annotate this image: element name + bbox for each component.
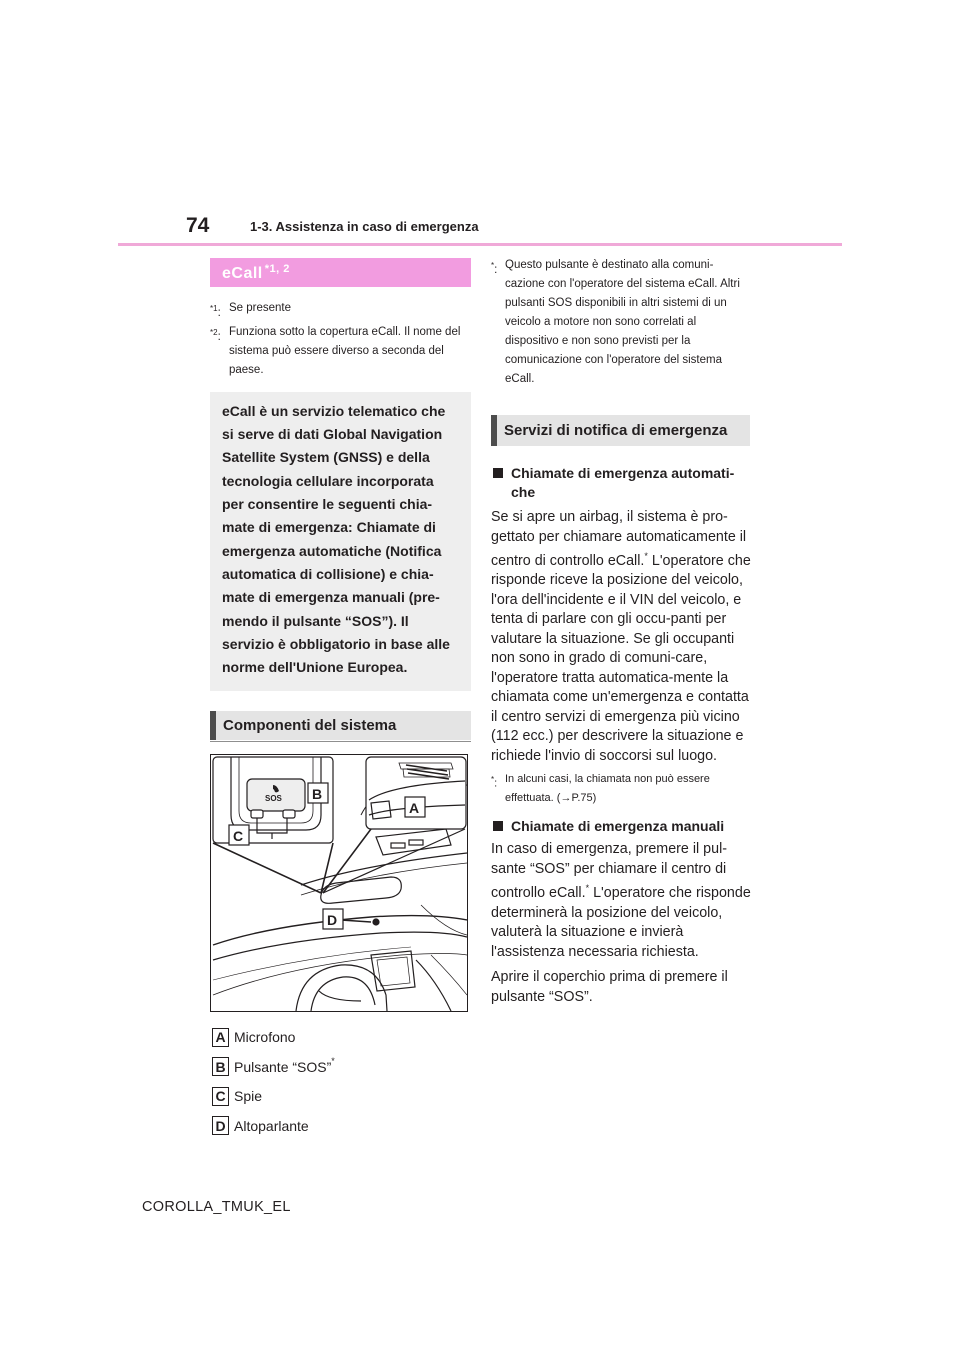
notification-title: [491, 415, 750, 446]
footnote-mark-text: *: [491, 775, 495, 785]
automatic-footnote: [491, 770, 753, 808]
footnote-text: Se presente: [229, 302, 292, 314]
manual-sup: *: [585, 883, 590, 894]
automatic-heading-text: Chiamate di emergenza automati-che: [511, 465, 735, 500]
left-column: [210, 258, 471, 1140]
legend-item: [210, 1022, 471, 1052]
automatic-text-after: L'operatore che risponde riceve la posizione del veicolo, l'ora dell'incidente e il VIN del veicolo, e tenta di parlare con gli occu-panti per valutare la situazione. Se gli occupanti non sono in grado di comuni-care, l'operatore tratta automatica-mente la chiamata come un'emergenza e contatta il centro servizi di emergenza più vicino (112 ecc.) per descrivere la situazione e richiede l'invio di soccorsi sul luogo.: [491, 552, 751, 764]
ecall-title-sup: *1, 2: [264, 263, 290, 275]
sos-footnote: [491, 256, 753, 389]
components-title: [210, 711, 471, 740]
footnote: [210, 323, 471, 380]
sos-footnote-text: Questo pulsante è destinato alla comuni-cazione con l'operatore del sistema eCall. Altri pulsanti SOS disponibili in altri sistemi di un veicolo a motore non sono correlati al dispositivo e non sono previsti per la comunicazione con l'operatore del sistema eCall.: [505, 259, 740, 385]
legend-item: [210, 1111, 471, 1141]
title-bar: [491, 415, 497, 446]
label-d: D: [327, 912, 338, 929]
legend-letter: D: [212, 1116, 229, 1135]
footnote-mark: $^{*1}$:: [210, 304, 221, 319]
label-b: B: [312, 786, 323, 803]
ecall-title-text: eCall: [222, 265, 263, 282]
page-number: 74: [186, 214, 210, 237]
manual-heading: [491, 817, 753, 836]
right-column: [491, 256, 753, 1007]
label-c: C: [233, 828, 244, 845]
components-illustration: [210, 754, 468, 1012]
section-header: 1-3. Assistenza in caso di emergenza: [250, 219, 479, 234]
header-rule: [118, 243, 842, 246]
square-bullet-icon: [493, 821, 503, 831]
footnote-mark: *:: [491, 775, 498, 790]
components-title-text: Componenti del sistema: [223, 717, 397, 735]
manual-heading-text: Chiamate di emergenza manuali: [511, 818, 725, 835]
label-a: A: [409, 800, 420, 817]
legend-text: Altoparlante: [234, 1117, 309, 1134]
footnote-mark: *:: [491, 261, 498, 276]
ecall-footnotes: [210, 299, 471, 380]
ecall-intro-text: eCall è un servizio telematico che si serve di dati Global Navigation Satellite System (GNSS) e della tecnologia cellulare incorporata per consentire le seguenti chia-mate di emergenza: Chiamate di emergenza automatiche (Notifica automatica di collisione) e chia-mate di emergenza manuali (pre-mendo il pulsante “SOS”). Il servizio è obbligatorio in base alle norme dell'Unione Europea.: [222, 402, 450, 676]
automatic-footnote-text: In alcuni casi, la chiamata non può essere effettuata. (→P.75): [505, 773, 710, 805]
notification-title-text: Servizi di notifica di emergenza: [504, 422, 728, 439]
legend-letter: C: [212, 1087, 229, 1106]
legend-letter: A: [212, 1028, 229, 1047]
components-legend: [210, 1022, 471, 1140]
manual-paragraph-2: Aprire il coperchio prima di premere il pulsante “SOS”.: [491, 969, 728, 1005]
manual-text-after: L'operatore che risponde determinerà la posizione del veicolo, valuterà la situazione e invierà l'assistenza necessaria richiesta.: [491, 885, 751, 960]
automatic-text-before: Se si apre un airbag, il sistema è pro-gettato per chiamare automaticamente il centro di controllo eCall.: [491, 509, 747, 569]
legend-letter: B: [212, 1057, 229, 1076]
automatic-sup: *: [644, 551, 648, 561]
footnote-mark: $^{*2}$:: [210, 327, 221, 343]
legend-sup: *: [331, 1055, 335, 1066]
ecall-intro-box: [210, 392, 471, 692]
legend-item: [210, 1052, 471, 1082]
footnote-text: Funziona sotto la copertura eCall. Il nome del sistema può essere diverso a seconda del paese.: [229, 325, 461, 376]
footnote: [210, 299, 471, 323]
legend-item: [210, 1081, 471, 1111]
square-bullet-icon: [493, 468, 503, 478]
legend-text: Microfono: [234, 1029, 296, 1046]
car-interior-drawing: [211, 755, 467, 1011]
manual-paragraph: [491, 840, 753, 962]
footnote-mark-text: *1: [210, 304, 218, 313]
footnote-mark-text: *: [491, 261, 495, 270]
automatic-heading: [491, 464, 753, 502]
legend-text: Pulsante “SOS”: [234, 1058, 332, 1075]
automatic-paragraph: [491, 508, 753, 766]
footnote-mark-text: *2: [210, 327, 218, 337]
title-bar: [210, 711, 216, 740]
legend-text: Spie: [234, 1088, 263, 1105]
ecall-title: [210, 258, 471, 287]
footer-code: COROLLA_TMUK_EL: [142, 1199, 291, 1215]
sos-label: SOS: [265, 794, 282, 804]
manual-text-before: In caso di emergenza, premere il pul-sante “SOS” per chiamare il centro di controllo eCall.: [491, 841, 728, 902]
